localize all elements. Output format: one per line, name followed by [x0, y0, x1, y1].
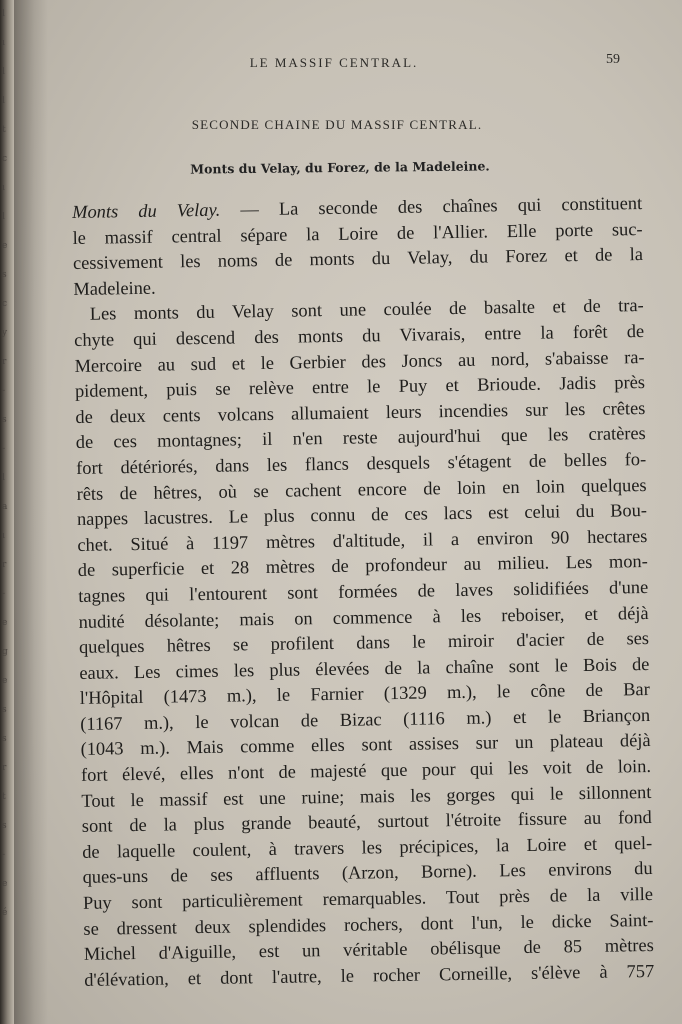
subsection-title: Monts du Velay, du Forez, de la Madeleine.: [190, 158, 490, 177]
facing-page-fragment: e: [2, 618, 8, 628]
facing-page-fragment: e: [2, 879, 8, 889]
facing-page-fragment: r: [2, 357, 7, 367]
facing-page-fragment: l: [2, 96, 5, 106]
running-head: LE MASSIF CENTRAL.: [249, 55, 419, 70]
facing-page-fragment: l: [2, 67, 5, 77]
body-line: rêts de hêtres, où se cachent encore de loin en loin quelques: [76, 474, 647, 504]
facing-page-fragment: -: [2, 850, 6, 860]
facing-page-fragment: s: [2, 821, 7, 831]
facing-page-fragment: r: [2, 560, 7, 570]
facing-page-fragment: g: [2, 647, 8, 657]
facing-page-fragment: ı: [2, 531, 5, 541]
body-line: de laquelle coulent, à travers les précipices, la Loire et quel-: [82, 832, 653, 862]
body-line: nudité désolante; mais on commence à les reboiser, et déjà: [78, 602, 649, 632]
facing-page-fragment: l: [2, 473, 5, 483]
body-line: quelques hêtres se profilent dans le miroir d'acier de ses: [78, 628, 650, 658]
body-line: de deux cents volcans allumaient leurs incendies sur les crêtes: [75, 397, 646, 427]
facing-page-fragment: s: [2, 734, 7, 744]
body-line: l'Hôpital (1473 m.), le Farnier (1329 m.), le cône de Bar: [79, 679, 650, 709]
body-line: de superficie et 28 mètres de profondeur au milieu. Les mon-: [77, 551, 648, 581]
body-line: Puy sont particulièrement remarquables. Tout près de la ville: [82, 883, 654, 913]
section-title: SECONDE CHAINE DU MASSIF CENTRAL.: [191, 117, 483, 132]
body-line: se dressent deux splendides rochers, dont l'un, le dicke Saint-: [83, 909, 654, 939]
body-line: (1167 m.), le volcan de Bizac (1116 m.) et le Briançon: [80, 704, 651, 734]
facing-page-fragment: t: [2, 792, 6, 802]
body-line: eaux. Les cimes les plus élevées de la chaîne sont le Bois de: [79, 653, 650, 683]
body-line: fort détériorés, dans les flancs desquels s'étagent de belles fo-: [76, 448, 647, 478]
body-line: Tout le massif est une ruine; mais les gorges qui le sillonnent: [81, 781, 652, 811]
body-line: sont de la plus grande beauté, surtout l'étroite fissure au fond: [81, 807, 652, 837]
lead-italic-heading: Monts du Velay.: [72, 199, 221, 222]
facing-page-fragment: c: [2, 154, 8, 164]
body-line: d'élévation, et dont l'autre, le rocher Corneille, s'élève à 757: [84, 960, 655, 990]
facing-page-fragment: ı: [2, 183, 5, 193]
facing-page-fragment: -: [2, 589, 6, 599]
facing-page-fragment: a: [2, 502, 8, 512]
facing-page-fragment: s: [2, 705, 7, 715]
facing-page-fragment: e: [2, 676, 8, 686]
facing-page-fragment: e: [2, 241, 8, 251]
body-line: pidement, puis se relève entre le Puy et Brioude. Jadis près: [74, 372, 646, 402]
gutter-shadow: [14, 0, 48, 1024]
facing-page-fragment: -: [2, 444, 6, 454]
facing-page-fragment: ı: [2, 38, 5, 48]
facing-page-fragment: c: [2, 299, 8, 309]
facing-page-fragment: é: [2, 908, 8, 918]
body-line: chyte qui descend des monts du Vivarais, entre la forêt de: [74, 320, 645, 350]
facing-page-text-fragments: [2, 0, 12, 1024]
body-line: nappes lacustres. Le plus connu de ces lacs est celui du Bou-: [76, 500, 648, 530]
facing-page-fragment: t: [2, 125, 6, 135]
book-page: [14, 0, 682, 1024]
body-line: ques-uns de ses affluents (Arzon, Borne). Les environs du: [82, 858, 653, 888]
body-line: tagnes qui l'entourent sont formées de laves solidifiées d'une: [78, 576, 649, 606]
body-line: le massif central sépare la Loire de l'Allier. Elle porte suc-: [72, 218, 643, 248]
body-line: Les monts du Velay sont une coulée de basalte et de tra-: [89, 295, 644, 325]
body-line: cessivement les noms de monts du Velay, du Forez et de la: [72, 244, 644, 274]
facing-page-fragment: s: [2, 270, 7, 280]
facing-page-fragment: l: [2, 9, 5, 19]
body-line: chet. Situé à 1197 mètres d'altitude, il a environ 90 hectares: [77, 525, 648, 555]
body-line: Madeleine.: [73, 277, 156, 299]
body-line: — La seconde des chaînes qui constituent: [220, 193, 643, 220]
body-line: Michel d'Aiguille, est un véritable obélisque de 85 mètres: [83, 935, 654, 965]
facing-page-edge: [0, 0, 14, 1024]
facing-page-fragment: l: [2, 212, 5, 222]
facing-page-fragment: y: [2, 328, 8, 338]
body-line: (1043 m.). Mais comme elles sont assises sur un plateau déjà: [80, 730, 651, 760]
body-line: Mercoire au sud et le Gerbier des Joncs au nord, s'abaisse ra-: [74, 346, 645, 376]
facing-page-fragment: r: [2, 763, 7, 773]
facing-page-fragment: s: [2, 415, 7, 425]
page-number: 59: [606, 52, 620, 67]
body-line: de ces montagnes; il n'en reste aujourd'hui que les cratères: [75, 423, 646, 453]
body-line: fort élevé, elles n'ont de majesté que pour qui les voit de loin.: [80, 756, 652, 785]
body-paragraphs: [72, 191, 654, 993]
facing-page-fragment: -: [2, 386, 6, 396]
